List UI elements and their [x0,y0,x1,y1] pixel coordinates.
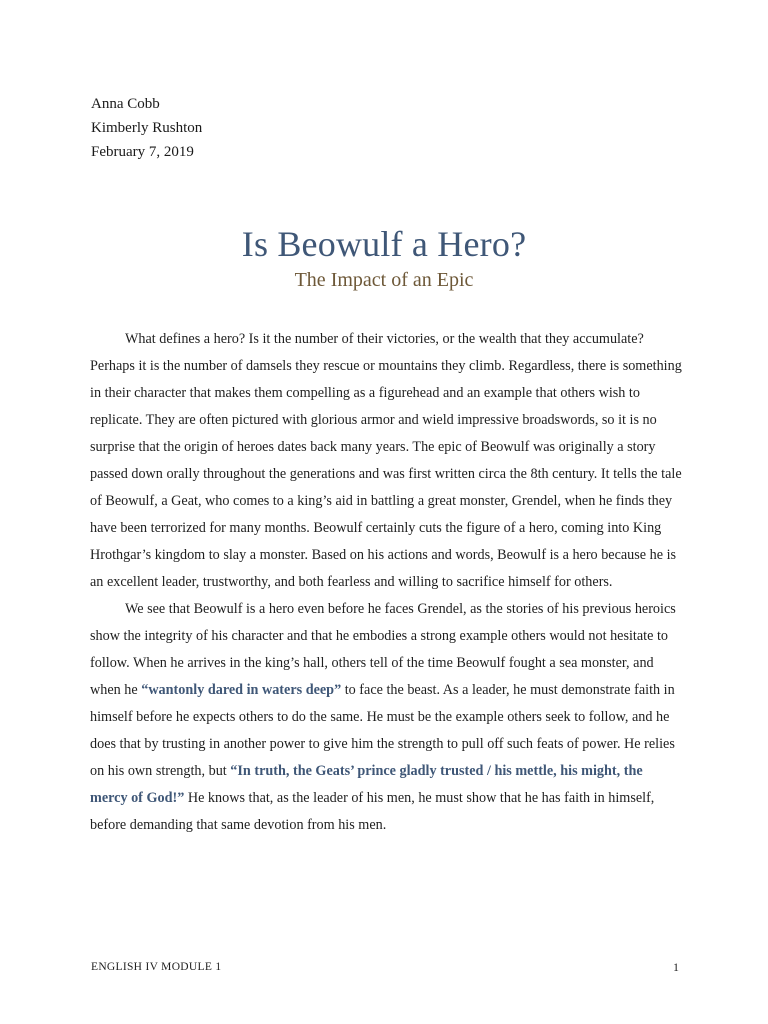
essay-subtitle: The Impact of an Epic [294,269,474,291]
paragraph-2-text-1: We see that Beowulf is a hero even before he faces Grendel, as the stories of his previous heroics show the integrity of his character and that he embodies a strong example others would not hesitate to follow. When he arrives in the king’s hall, others tell of the time Beowulf fought a sea monster, and when he [90,601,676,698]
header-info [91,92,202,164]
quote-geats-prince: “In truth, the Geats’ prince gladly trusted / his mettle, his might, the mercy of God!” [90,763,643,806]
quote-waters-deep: “wantonly dared in waters deep” [141,682,342,698]
paragraph-2-text-3: He knows that, as the leader of his men, he must show that he has faith in himself, before demanding that same devotion from his men. [90,790,655,833]
paragraph-2 [90,596,682,839]
teacher-name: Kimberly Rushton [91,120,203,136]
essay-date: February 7, 2019 [91,144,194,160]
paragraph-1: What defines a hero? Is it the number of their victories, or the wealth that they accumulate? Perhaps it is the number of damsels they rescue or mountains they climb. Regardless, there is something in their character that makes them compelling as a figurehead and an example that others wish to replicate. They are often pictured with glorious armor and wield impressive broadswords, so it is no surprise that the origin of heroes dates back many years. The epic of Beowulf was originally a story passed down orally throughout the generations and was first written circa the 8th century. It tells the tale of Beowulf, a Geat, who comes to a king’s aid in battling a great monster, Grendel, when he finds they have been terrorized for many months. Beowulf certainly cuts the figure of a hero, coming into King Hrothgar’s kingdom to slay a monster. Based on his actions and words, Beowulf is a hero because he is an excellent leader, trustworthy, and both fearless and willing to sacrifice himself for others. [90,331,682,590]
paragraph-2-text-2: to face the beast. As a leader, he must demonstrate faith in himself before he expects others to do the same. He must be the example others seek to follow, and he does that by trusting in another power to give him the strength to pull off such feats of power. He relies on his own strength, but [90,682,675,779]
page-number: 1 [673,960,679,974]
essay-body [90,326,682,839]
author-name: Anna Cobb [91,96,160,112]
footer-course: ENGLISH IV MODULE 1 [91,961,222,973]
essay-title: Is Beowulf a Hero? [241,224,527,264]
